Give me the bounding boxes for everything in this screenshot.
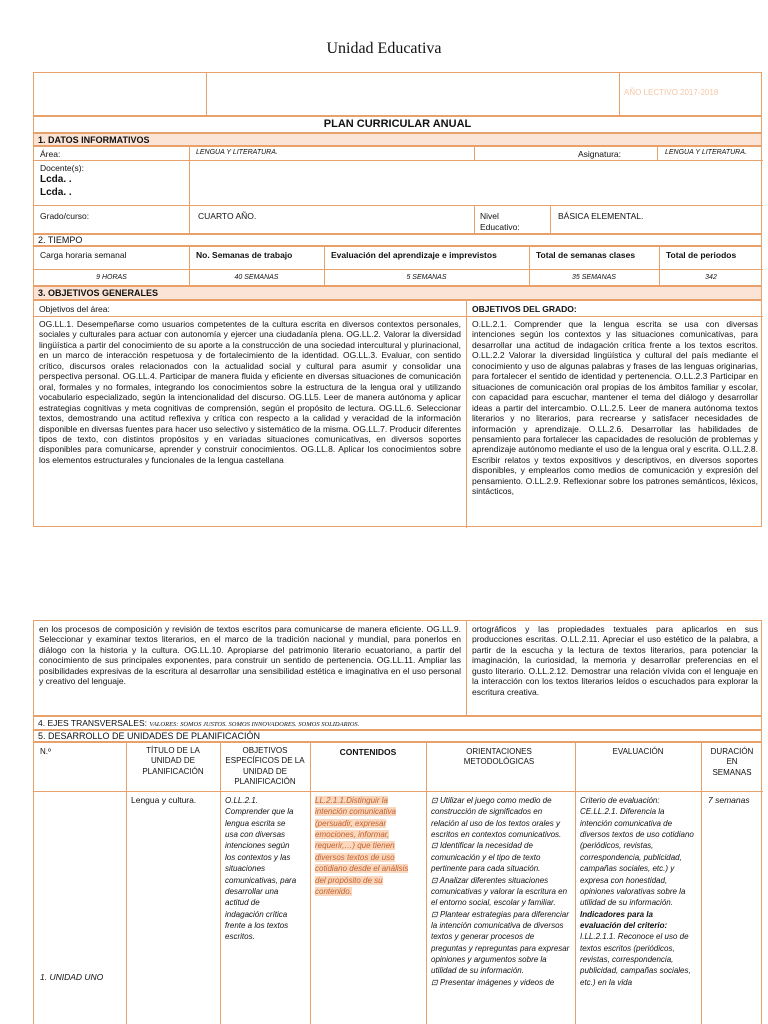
tiempo-header-carga: Carga horaria semanal [40, 250, 127, 260]
datos-table [33, 146, 762, 234]
orientacion-item: ⊡ Plantear estrategias para diferenciar la intención comunicativa de diversos textos y generar procesos de preguntas y repreguntas para expresar opiniones y argumentos sobre la utilidad de su información. [431, 909, 570, 976]
orientacion-item: ⊡ Presentar imágenes y videos de [431, 977, 555, 987]
objetivos-grado-header: OBJETIVOS DEL GRADO: [472, 304, 577, 314]
tiempo-table [33, 246, 762, 286]
objetivos-continuation-table [33, 620, 762, 716]
section-objetivos: 3. OBJETIVOS GENERALES [33, 286, 762, 300]
checkbox-bullet-icon: ⊡ [431, 909, 438, 919]
section-unidades: 5. DESARROLLO DE UNIDADES DE PLANIFICACIÓN [33, 730, 762, 742]
objetivos-grado-text-cont: ortográficos y las propiedades textuales para aplicarlos en sus producciones escritas. O.LL.2.11. Apreciar el uso estético de la palabra, a partir de la escucha y la lectura de textos literarios, para potenciar la imaginación, la curiosidad, la memoria y desarrollar preferencias en el gusto literario. O.LL.2.12. Demostrar una relación vívida con el lenguaje en la interacción con los textos literarios leídos o escuchados para explorar la escritura creativa. [472, 624, 758, 697]
objetivos-area-header: Objetivos del área: [39, 304, 110, 314]
nivel-value: BÁSICA ELEMENTAL. [558, 211, 644, 221]
grado-value: CUARTO AÑO. [198, 211, 257, 221]
unidades-header-contenidos: CONTENIDOS [339, 747, 397, 757]
unidad-contenido-text: LL.2.1.1.Distinguir la intención comunicativa (persuadir, expresar emociones, informar, requerir,…) que tienen diversos textos de uso cotidiano desde el análisis del propósito de su contenido. [315, 796, 409, 896]
orientacion-item: ⊡ Identificar la necesidad de comunicación y el tipo de texto pertinente para cada situación. [431, 841, 541, 874]
unidad-titulo: Lengua y cultura. [131, 795, 197, 805]
section-tiempo: 2. TIEMPO [33, 234, 762, 246]
unidades-header-objetivos: OBJETIVOS ESPECÍFICOS DE LA UNIDAD DE PLANIFICACIÓN [225, 746, 305, 787]
docente-name-2: Lcda. . [40, 187, 72, 198]
evaluacion-indicador: I.LL.2.1.1. Reconoce el uso de textos escritos (periódicos, revistas, correspondencia, publicidad, campañas sociales, etc.) en la vida [580, 932, 691, 987]
header-box [33, 72, 762, 116]
unidades-header-titulo: TÍTULO DE LA UNIDAD DE PLANIFICACIÓN [142, 746, 204, 776]
objetivos-area-text: OG.LL.1. Desempeñarse como usuarios competentes de la cultura escrita en diversos contextos personales, sociales y culturales para actuar con autonomía y ejercer una ciudadanía plena. OG.LL.2. Valorar la diversidad lingüística a partir del conocimiento de su aporte a la construcción de una sociedad intercultural y plurinacional, en un marco de interacción respetuosa y de fortalecimiento de la identidad. OG.LL.3. Evaluar, con sentido crítico, discursos orales relacionados con la actualidad social y cultural para asumir y consolidar una perspectiva personal. OG.LL.4. Participar de manera fluida y eficiente en diversas situaciones de comunicación oral, formales y no formales, integrando los conocimientos sobre la estructura de la lengua oral y utilizando vocabulario especializado, según la intencionalidad del discurso. OG.LL5. Leer de manera autónoma y aplicar estrategias cognitivas y meta cognitivas de comprensión, según el propósito de lectura. OG.LL.6. Seleccionar textos, demostrando una actitud reflexiva y crítica con respecto a la calidad y veracidad de la información disponible en diversas fuentes para hacer uso selectivo y sistemático de la misma. OG.LL.7. Producir diferentes tipos de texto, con distintos propósitos y en variadas situaciones comunicativas, en diversos soportes disponibles para comunicarse, aprender y construir conocimientos. OG.LL.8. Aplicar los conocimientos sobre los elementos estructurales y funcionales de la lengua castellana [39, 319, 461, 465]
tiempo-header-total-semanas: Total de semanas clases [536, 250, 636, 260]
checkbox-bullet-icon: ⊡ [431, 977, 438, 987]
tiempo-header-semanas: No. Semanas de trabajo [196, 250, 293, 260]
objetivos-grado-text: O.LL.2.1. Comprender que la lengua escrita se usa con diversas intenciones según los contextos y las situaciones comunicativas, para desarrollar una actitud de indagación crítica frente a los textos escritos. O.LL.2.2 Valorar la diversidad lingüística y cultural del país mediante el conocimiento y uso de algunas palabras y frases de las lenguas originarias, para fortalecer el sentido de identidad y pertenencia. O.LL.2.3 Participar en situaciones de comunicación oral propias de los ámbitos familiar y escolar, con capacidad para escuchar, mantener el tema del diálogo y desarrollar ideas a partir del intercambio. O.LL.2.5. Leer de manera autónoma textos literarios y no literarios, para recrearse y satisfacer necesidades de información y aprendizaje. O.LL.2.6. Desarrollar las habilidades de pensamiento para fortalecer las capacidades de resolución de problemas y aprendizaje autónomo mediante el uso de la lengua oral y escrita. O.LL.2.8. Escribir relatos y textos expositivos y descriptivos, en diversos soportes disponibles, y emplearlos como medios de comunicación y expresión del pensamiento. O.LL.2.9. Reflexionar sobre los patrones semánticos, léxicos, sintácticos, [472, 319, 758, 497]
tiempo-value-carga: 9 HORAS [96, 274, 127, 281]
area-value: LENGUA Y LITERATURA. [196, 149, 278, 156]
ejes-values: VALORES: SOMOS JUSTOS. SOMOS INNOVADORES. SOMOS SOLIDARIOS. [149, 721, 360, 728]
unidad-orientaciones [427, 793, 574, 990]
checkbox-bullet-icon: ⊡ [431, 796, 438, 805]
checkbox-bullet-icon: ⊡ [431, 841, 438, 851]
unidad-evaluacion [576, 793, 700, 990]
unidad-numero: 1. UNIDAD UNO [40, 972, 104, 982]
orientacion-item: ⊡ Utilizar el juego como medio de construcción de significados en relación al uso de los textos orales y escritos en contextos comunicativos. [431, 796, 562, 840]
ejes-label: 4. EJES TRANSVERSALES: [38, 718, 147, 728]
objetivos-table [33, 300, 762, 527]
orientacion-item: ⊡ Analizar diferentes situaciones comunicativas y valorar la escritura en el entorno social, escolar y familiar. [431, 875, 568, 908]
unidades-header-evaluacion: EVALUACIÓN [612, 747, 664, 756]
grado-label: Grado/curso: [40, 211, 90, 221]
nivel-label: Nivel Educativo: [480, 211, 520, 233]
tiempo-value-semanas: 40 SEMANAS [234, 274, 279, 281]
unidad-contenido [311, 793, 423, 899]
unidades-table [33, 742, 762, 1024]
tiempo-header-evaluacion: Evaluación del aprendizaje e imprevistos [331, 250, 497, 260]
tiempo-value-periodos: 342 [705, 274, 717, 281]
evaluacion-criterio: Criterio de evaluación: CE.LL.2.1. Diferencia la intención comunicativa de diversos textos de uso cotidiano (periódicos, revistas, correspondencia, publicidad, campañas sociales, etc.) y expresa con honestidad, opiniones valorativas sobre la utilidad de su información. [580, 796, 694, 908]
docente-label: Docente(s): [40, 163, 84, 173]
tiempo-header-periodos: Total de periodos [666, 250, 737, 260]
plan-title: PLAN CURRICULAR ANUAL [33, 116, 762, 133]
unidades-header-duracion: DURACIÓN EN SEMANAS [710, 747, 754, 777]
page-title: Unidad Educativa [326, 40, 442, 57]
unidades-header-orientaciones: ORIENTACIONES METODOLÓGICAS [463, 747, 535, 767]
checkbox-bullet-icon: ⊡ [431, 875, 438, 885]
asignatura-value: LENGUA Y LITERATURA. [665, 149, 747, 156]
evaluacion-indicadores-label: Indicadores para la evaluación del criterio: [580, 909, 668, 930]
asignatura-label: Asignatura: [578, 149, 621, 159]
tiempo-value-evaluacion: 5 SEMANAS [406, 274, 447, 281]
school-year-label: AÑO LECTIVO 2017-2018 [624, 88, 719, 97]
unidad-duracion: 7 semanas [708, 795, 750, 805]
docente-name-1: Lcda. . [40, 174, 72, 185]
section-ejes [33, 716, 762, 730]
tiempo-value-total-semanas: 35 SEMANAS [572, 274, 616, 281]
objetivos-area-text-cont: en los procesos de composición y revisión de textos escritos para comunicarse de manera eficiente. OG.LL.9. Seleccionar y examinar textos literarios, en el marco de la tradición nacional y mundial, para ponerlos en diálogo con la historia y la cultura. OG.LL.10. Apropiarse del patrimonio literario ecuatoriano, a partir del conocimiento de sus principales exponentes, para construir un sentido de pertenencia. OG.LL.11. Ampliar las posibilidades expresivas de la escritura al desarrollar una sensibilidad estética e imaginativa en el uso personal y creativo del lenguaje. [39, 624, 461, 687]
unidades-header-numero: N.º [40, 747, 51, 756]
area-label: Área: [40, 149, 61, 159]
section-datos-informativos: 1. DATOS INFORMATIVOS [33, 133, 762, 146]
unidad-objetivo: O.LL.2.1. Comprender que la lengua escrita se usa con diversas intenciones según los contextos y las situaciones comunicativas, para desarrollar una actitud de indagación crítica frente a los textos escritos. [225, 796, 297, 942]
